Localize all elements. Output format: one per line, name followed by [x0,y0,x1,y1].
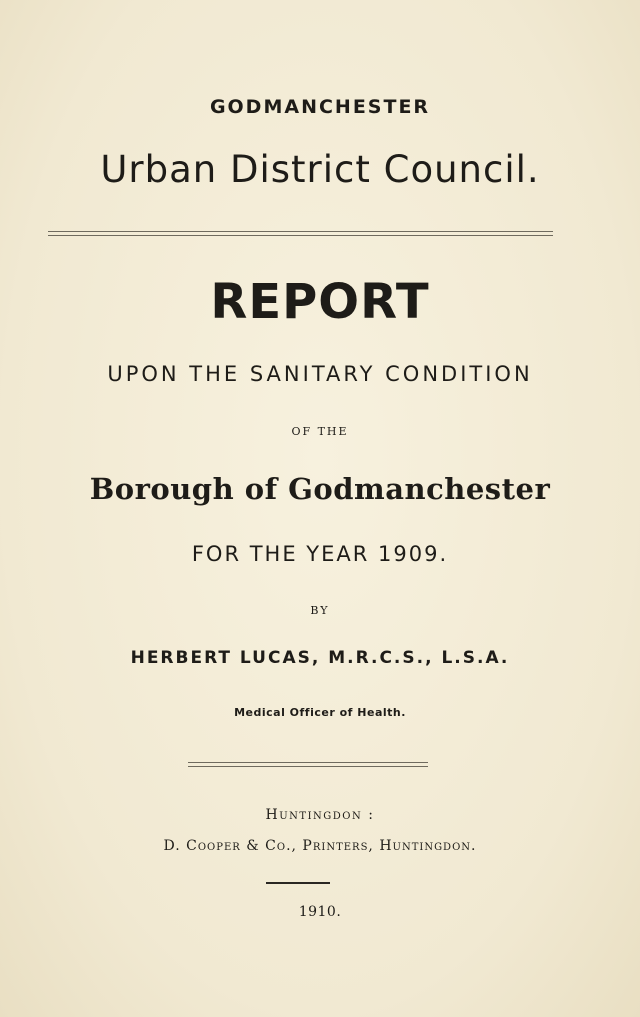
short-rule-divider [266,882,330,884]
borough-name: Borough of Godmanchester [89,472,551,506]
imprint-printer: D. Cooper & Co., Printers, Huntingdon. [163,838,477,854]
report-title: REPORT [210,274,430,330]
publication-year: 1910. [298,904,342,920]
double-rule-divider [48,231,553,236]
report-subject: UPON THE SANITARY CONDITION [107,362,533,386]
double-rule-divider-lower [188,762,428,767]
town-heading: GODMANCHESTER [209,96,431,118]
imprint-place: Huntingdon : [265,807,375,823]
report-year: FOR THE YEAR 1909. [191,542,449,566]
of-the-connector: OF THE [291,425,349,438]
council-heading: Urban District Council. [100,148,540,191]
by-connector: BY [310,604,330,617]
author-name: HERBERT LUCAS, M.R.C.S., L.S.A. [130,648,510,668]
author-office: Medical Officer of Health. [234,706,406,719]
